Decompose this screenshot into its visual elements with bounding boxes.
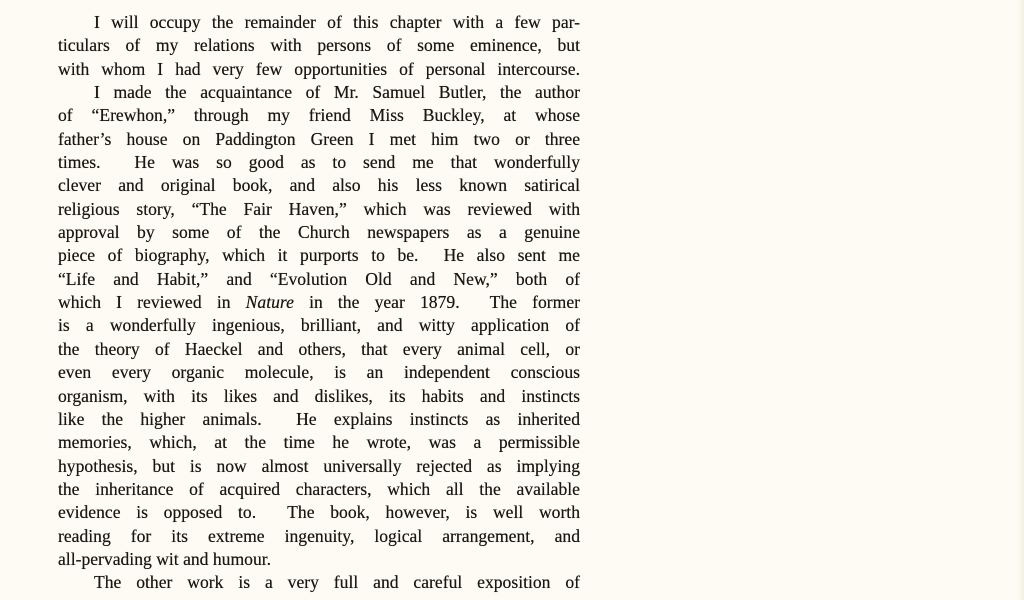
text-segment: The other work is a very full and careful exposition of xyxy=(94,572,580,593)
text-line xyxy=(58,34,580,57)
italic-text: Nature xyxy=(245,292,294,313)
text-segment: the theory of Haeckel and others, that every animal cell, or xyxy=(58,338,580,359)
text-segment: is a wonderfully ingenious, brilliant, and witty application of xyxy=(58,315,580,336)
text-line xyxy=(58,314,580,337)
text-line xyxy=(58,268,580,291)
text-segment: evidence is opposed to. The book, however, is well worth xyxy=(58,502,580,523)
text-line xyxy=(58,198,580,221)
text-segment: all-pervading wit and humour. xyxy=(58,548,272,569)
text-segment: like the higher animals. He explains instincts as inherited xyxy=(58,408,580,429)
text-segment: even every organic molecule, is an independent conscious xyxy=(58,362,580,383)
text-segment: approval by some of the Church newspapers as a genuine xyxy=(58,222,580,243)
text-segment: memories, which, at the time he wrote, was a permissible xyxy=(58,432,580,453)
text-segment: reading for its extreme ingenuity, logical arrangement, and xyxy=(58,525,580,546)
text-line xyxy=(58,548,580,571)
page-edge xyxy=(1018,0,1024,600)
text-line xyxy=(58,525,580,548)
text-segment: hypothesis, but is now almost universally rejected as implying xyxy=(58,455,580,476)
text-line xyxy=(58,338,580,361)
text-line xyxy=(58,408,580,431)
text-line xyxy=(58,244,580,267)
text-line xyxy=(58,128,580,151)
text-line xyxy=(58,58,580,81)
text-line xyxy=(58,174,580,197)
text-segment: the inheritance of acquired characters, which all the available xyxy=(58,478,580,499)
text-segment: with whom I had very few opportunities of personal intercourse. xyxy=(58,58,580,79)
body-text xyxy=(58,11,580,595)
text-line xyxy=(58,431,580,454)
text-line xyxy=(58,571,580,594)
text-segment: I made the acquaintance of Mr. Samuel Butler, the author xyxy=(94,82,580,103)
text-segment: “Life and Habit,” and “Evolution Old and New,” both of xyxy=(58,268,580,289)
text-line xyxy=(58,81,580,104)
text-line xyxy=(58,455,580,478)
text-segment: piece of biography, which it purports to be. He also sent me xyxy=(58,245,580,266)
text-segment: ticulars of my relations with persons of some eminence, but xyxy=(58,35,580,56)
text-line xyxy=(58,11,580,34)
text-line xyxy=(58,361,580,384)
text-segment: times. He was so good as to send me that wonderfully xyxy=(58,152,580,173)
text-segment: clever and original book, and also his less known satirical xyxy=(58,175,580,196)
text-segment: I will occupy the remainder of this chapter with a few par- xyxy=(94,12,580,32)
text-segment: in the year 1879. The former xyxy=(293,292,580,313)
text-line xyxy=(58,385,580,408)
text-line xyxy=(58,151,580,174)
text-line xyxy=(58,221,580,244)
text-segment: father’s house on Paddington Green I met him two or three xyxy=(58,128,580,149)
text-segment: of “Erewhon,” through my friend Miss Buckley, at whose xyxy=(58,105,580,126)
text-line xyxy=(58,104,580,127)
text-segment: which I reviewed in xyxy=(58,292,246,313)
text-line xyxy=(58,501,580,524)
text-line xyxy=(58,478,580,501)
text-line xyxy=(58,291,580,314)
text-segment: religious story, “The Fair Haven,” which was reviewed with xyxy=(58,198,580,219)
text-segment: organism, with its likes and dislikes, its habits and instincts xyxy=(58,385,580,406)
